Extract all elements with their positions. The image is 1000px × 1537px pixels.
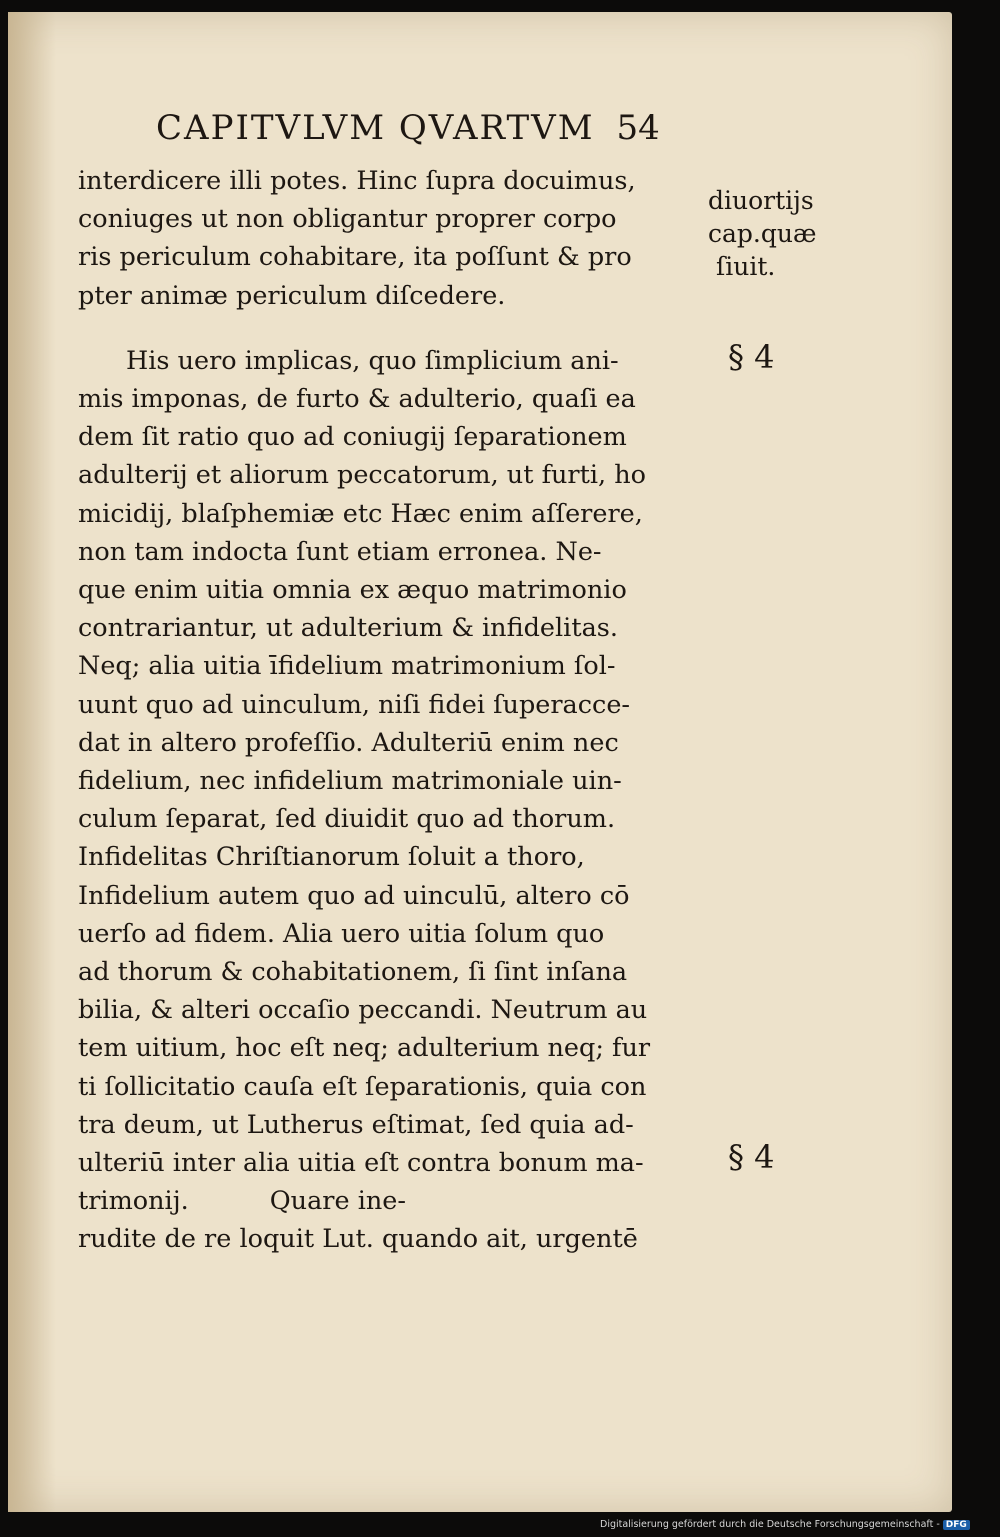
text-line: tra deum, ut Lutherus eſtimat, ſed quia ad-: [78, 1109, 634, 1140]
text-line: uerſo ad fidem. Alia uero uitia ſolum quo: [78, 918, 605, 949]
text-line: fidelium, nec infidelium matrimoniale uin-: [78, 766, 622, 797]
text-line: micidij, blaſphemiæ etc Hæc enim aſſerere,: [78, 498, 643, 529]
text-line: ulteriū inter alia uitia eſt contra bonum ma-: [78, 1148, 644, 1179]
dfg-logo: DFG: [943, 1520, 970, 1530]
text-line: trimonij. Quare ine-: [78, 1186, 406, 1217]
margin-note-line: diuortijs: [708, 186, 814, 215]
text-line: ti ſollicitatio cauſa eſt ſeparationis, quia con: [78, 1071, 647, 1102]
text-line: rudite de re loquit Lut. quando ait, urgentē: [78, 1224, 638, 1255]
margin-note-line: ſiuit.: [716, 252, 776, 281]
text-line: uunt quo ad uinculum, niſi fidei ſuperacce-: [78, 689, 631, 720]
page-gutter-shadow: [8, 12, 56, 1512]
text-line: ad thorum & cohabitationem, ſi ſint inſana: [78, 957, 628, 988]
paragraph-gap: [78, 315, 698, 342]
text-line: pter animæ periculum diſcedere.: [78, 280, 506, 311]
text-line: culum ſeparat, ſed diuidit quo ad thorum.: [78, 804, 616, 835]
text-line: His uero implicas, quo ſimplicium ani-: [126, 345, 619, 376]
running-header: [156, 108, 716, 148]
digitization-credit: [600, 1519, 1000, 1537]
book-page: [8, 12, 952, 1512]
section-mark-2: § 4: [728, 1138, 775, 1176]
text-line: coniuges ut non obligantur proprer corpo: [78, 204, 617, 235]
margin-note-line: cap.quæ: [708, 219, 817, 248]
text-line: non tam indocta ſunt etiam erronea. Ne-: [78, 536, 602, 567]
text-line: contrariantur, ut adulterium & infidelitas.: [78, 613, 618, 644]
section-mark-1: § 4: [728, 338, 775, 376]
text-line: tem uitium, hoc eſt neq; adulterium neq; fur: [78, 1033, 651, 1064]
text-line: ris periculum cohabitare, ita poſſunt & pro: [78, 242, 632, 273]
text-line: adulterij et aliorum peccatorum, ut furti, ho: [78, 460, 647, 491]
text-line: Neq; alia uitia īfidelium matrimonium ſol-: [78, 651, 616, 682]
running-title: CAPITVLVM QVARTVM: [156, 108, 595, 148]
text-line: dem ſit ratio quo ad coniugij ſeparationem: [78, 422, 627, 453]
text-line: Infidelitas Chriſtianorum ſoluit a thoro,: [78, 842, 585, 873]
paragraph-1: [78, 162, 698, 315]
credit-text: Digitalisierung gefördert durch die Deutsche Forschungsgemeinschaft -: [600, 1519, 940, 1530]
text-line: dat in altero profeſſio. Adulteriū enim nec: [78, 727, 619, 758]
text-line: mis imponas, de furto & adulterio, quaſi ea: [78, 384, 636, 415]
paragraph-2: [78, 342, 698, 1259]
text-line: interdicere illi potes. Hinc ſupra docuimus,: [78, 166, 636, 196]
text-line: Infidelium autem quo ad uinculū, altero cō: [78, 880, 630, 911]
main-text-block: [78, 162, 698, 1259]
folio-number: 54: [616, 108, 660, 148]
text-line: que enim uitia omnia ex æquo matrimonio: [78, 575, 627, 606]
marginal-note: [708, 184, 848, 283]
text-line: bilia, & alteri occaſio peccandi. Neutrum au: [78, 995, 648, 1026]
